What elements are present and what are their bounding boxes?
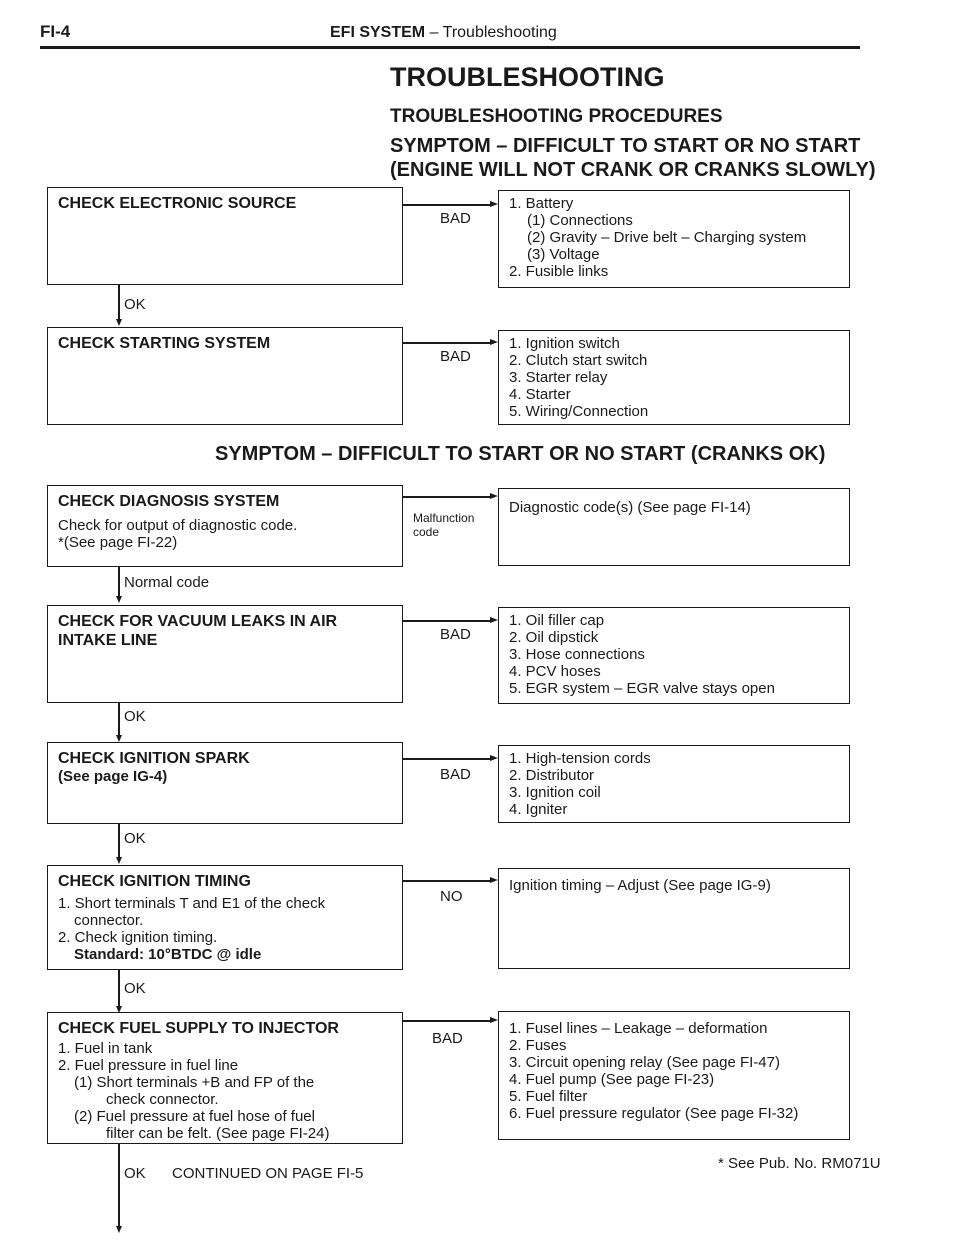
check-line: 2. Fuel pressure in fuel line <box>58 1057 239 1074</box>
symptom1-title-line2: (ENGINE WILL NOT CRANK OR CRANKS SLOWLY) <box>390 159 876 181</box>
result-line: 1. Battery <box>509 195 574 212</box>
result-line: 3. Circuit opening relay (See page FI-47) <box>509 1054 780 1071</box>
flow-line <box>118 1144 120 1228</box>
branch-label-bad: BAD <box>432 1030 463 1047</box>
check-line: check connector. <box>106 1091 219 1108</box>
page-title: TROUBLESHOOTING <box>390 62 665 92</box>
header-rule <box>40 46 860 49</box>
check-heading: CHECK STARTING SYSTEM <box>58 335 271 352</box>
result-line: 4. Igniter <box>509 801 568 818</box>
diagnostic-code-result-box <box>498 488 850 566</box>
arrow-right-icon <box>490 877 498 883</box>
result-line: 2. Fuses <box>509 1037 567 1054</box>
result-line: 1. High-tension cords <box>509 750 651 767</box>
arrow-down-icon <box>116 1226 122 1233</box>
arrow-down-icon <box>116 857 122 864</box>
arrow-right-icon <box>490 201 498 207</box>
header-subsection: Troubleshooting <box>442 24 557 41</box>
result-line: 1. Fusel lines – Leakage – deformation <box>509 1020 768 1037</box>
check-heading: CHECK FOR VACUUM LEAKS IN AIR <box>58 613 338 630</box>
flow-line <box>118 970 120 1008</box>
branch-label-bad: BAD <box>440 348 471 365</box>
timing-adjust-result-box <box>498 868 850 969</box>
oil-cap-result-box <box>498 607 850 704</box>
check-line: *(See page FI-22) <box>58 534 178 551</box>
result-line: 3. Hose connections <box>509 646 645 663</box>
check-heading: CHECK DIAGNOSIS SYSTEM <box>58 493 280 510</box>
connector-line <box>403 342 491 344</box>
battery-result-box <box>498 190 850 288</box>
arrow-down-icon <box>116 319 122 326</box>
result-line: 4. Fuel pump (See page FI-23) <box>509 1071 715 1088</box>
continued-note: CONTINUED ON PAGE FI-5 <box>172 1165 364 1182</box>
ignition-result-box <box>498 330 850 425</box>
footnote: * See Pub. No. RM071U <box>718 1155 881 1172</box>
ok-label: OK <box>124 1165 146 1182</box>
arrow-right-icon <box>490 1017 498 1023</box>
check-ignition-spark-box <box>47 742 403 824</box>
check-fuel-supply-box <box>47 1012 403 1144</box>
result-line: 2. Oil dipstick <box>509 629 599 646</box>
check-line: 1. Fuel in tank <box>58 1040 153 1057</box>
flow-line <box>118 703 120 737</box>
check-line: (1) Short terminals +B and FP of the <box>74 1074 315 1091</box>
check-heading: CHECK IGNITION TIMING <box>58 873 251 890</box>
check-heading: INTAKE LINE <box>58 632 158 649</box>
flow-line <box>118 567 120 598</box>
connector-line <box>403 496 491 498</box>
check-starting-system-box <box>47 327 403 425</box>
result-line: 2. Distributor <box>509 767 595 784</box>
result-line: 3. Starter relay <box>509 369 608 386</box>
page-header <box>330 24 557 42</box>
header-dash: – <box>429 24 439 41</box>
ok-label: OK <box>124 296 146 313</box>
check-ignition-timing-box <box>47 865 403 970</box>
header-section: EFI SYSTEM <box>330 24 426 41</box>
connector-line <box>403 620 491 622</box>
result-line: 5. EGR system – EGR valve stays open <box>509 680 775 697</box>
result-line: 2. Fusible links <box>509 263 609 280</box>
procedures-title: TROUBLESHOOTING PROCEDURES <box>390 106 723 127</box>
connector-line <box>403 1020 491 1022</box>
result-line: (1) Connections <box>527 212 633 229</box>
arrow-down-icon <box>116 735 122 742</box>
result-line: 3. Ignition coil <box>509 784 601 801</box>
ok-label: OK <box>124 830 146 847</box>
check-line: (2) Fuel pressure at fuel hose of fuel <box>74 1108 315 1125</box>
result-line: 6. Fuel pressure regulator (See page FI-32) <box>509 1105 799 1122</box>
arrow-right-icon <box>490 617 498 623</box>
check-line: Check for output of diagnostic code. <box>58 517 298 534</box>
connector-line <box>403 880 491 882</box>
fuel-lines-result-box <box>498 1011 850 1140</box>
result-line: 4. Starter <box>509 386 571 403</box>
flow-line <box>118 824 120 859</box>
symptom1-title-line1: SYMPTOM – DIFFICULT TO START OR NO START <box>390 135 861 157</box>
check-heading: CHECK ELECTRONIC SOURCE <box>58 195 297 212</box>
check-diagnosis-box <box>47 485 403 567</box>
connector-line <box>403 758 491 760</box>
branch-label-bad: BAD <box>440 766 471 783</box>
branch-label-no: NO <box>440 888 463 905</box>
check-heading: CHECK FUEL SUPPLY TO INJECTOR <box>58 1020 339 1037</box>
check-line: connector. <box>74 912 144 929</box>
result-line: Ignition timing – Adjust (See page IG-9) <box>509 877 771 894</box>
check-subheading: (See page IG-4) <box>58 768 168 785</box>
check-line: 1. Short terminals T and E1 of the check <box>58 895 326 912</box>
result-line: (2) Gravity – Drive belt – Charging system <box>527 229 807 246</box>
result-line: (3) Voltage <box>527 246 600 263</box>
result-line: 1. Oil filler cap <box>509 612 605 629</box>
page-code: FI-4 <box>40 22 71 41</box>
result-line: 2. Clutch start switch <box>509 352 648 369</box>
check-heading: CHECK IGNITION SPARK <box>58 750 250 767</box>
symptom2-title: SYMPTOM – DIFFICULT TO START OR NO START (CRANKS OK) <box>215 443 826 465</box>
branch-label-malfunction: Malfunction <box>413 511 475 525</box>
ok-label: OK <box>124 708 146 725</box>
check-line: filter can be felt. (See page FI-24) <box>106 1125 330 1142</box>
connector-line <box>403 204 491 206</box>
result-line: 5. Fuel filter <box>509 1088 588 1105</box>
normal-code-label: Normal code <box>124 574 210 591</box>
arrow-down-icon <box>116 596 122 603</box>
result-line: 5. Wiring/Connection <box>509 403 649 420</box>
ok-label: OK <box>124 980 146 997</box>
flow-line <box>118 285 120 321</box>
check-vacuum-leaks-box <box>47 605 403 703</box>
arrow-right-icon <box>490 755 498 761</box>
branch-label-code: code <box>413 525 440 539</box>
result-line: Diagnostic code(s) (See page FI-14) <box>509 499 751 516</box>
result-line: 1. Ignition switch <box>509 335 620 352</box>
check-electronic-source-box <box>47 187 403 285</box>
check-line: 2. Check ignition timing. <box>58 929 218 946</box>
arrow-right-icon <box>490 339 498 345</box>
high-tension-result-box <box>498 745 850 823</box>
timing-standard: Standard: 10°BTDC @ idle <box>74 946 262 963</box>
arrow-right-icon <box>490 493 498 499</box>
branch-label-bad: BAD <box>440 626 471 643</box>
result-line: 4. PCV hoses <box>509 663 601 680</box>
branch-label-bad: BAD <box>440 210 471 227</box>
